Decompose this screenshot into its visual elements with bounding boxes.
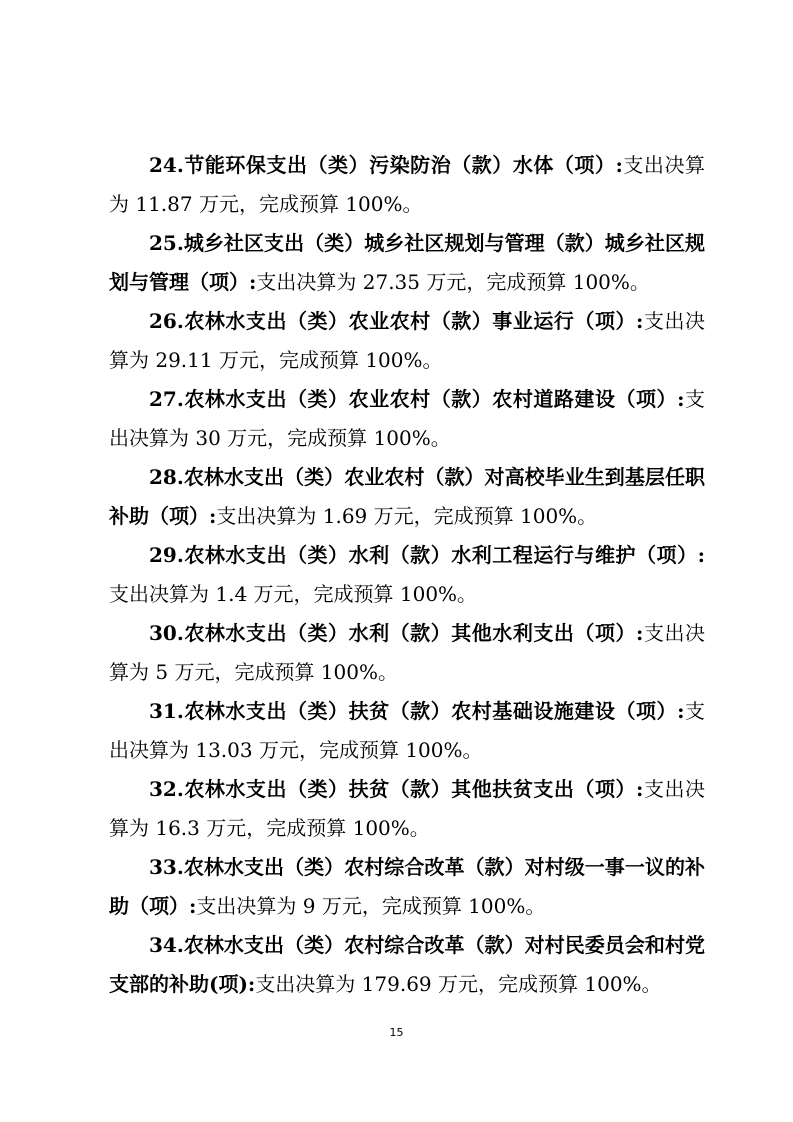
item-text: 支出决算为 16.3 万元，完成预算 100%。 [109, 777, 705, 840]
list-item [109, 146, 705, 224]
item-text: 支出决算为 27.35 万元，完成预算 100%。 [256, 270, 650, 294]
item-text: 支出决算为 179.69 万元，完成预算 100%。 [255, 972, 662, 996]
item-heading: 30.农林水支出（类）水利（款）其他水利支出（项）: [149, 621, 644, 645]
list-item [109, 536, 705, 614]
list-item [109, 926, 705, 1004]
item-heading: 24.节能环保支出（类）污染防治（款）水体（项）: [149, 153, 623, 177]
item-text: 支出决算为 13.03 万元，完成预算 100%。 [109, 699, 705, 762]
list-item [109, 380, 705, 458]
list-item [109, 302, 705, 380]
item-heading: 33.农林水支出（类）农村综合改革（款）对村级一事一议的补助（项）: [109, 855, 705, 918]
item-text: 支出决算为 9 万元，完成预算 100%。 [196, 894, 546, 918]
item-text: 支出决算为 1.4 万元，完成预算 100%。 [109, 582, 478, 606]
list-item [109, 770, 705, 848]
list-item [109, 458, 705, 536]
list-item [109, 692, 705, 770]
item-heading: 32.农林水支出（类）扶贫（款）其他扶贫支出（项）: [149, 777, 644, 801]
page-content [109, 146, 705, 1004]
item-heading: 25.城乡社区支出（类）城乡社区规划与管理（款）城乡社区规划与管理（项）: [109, 231, 705, 294]
item-heading: 27.农林水支出（类）农业农村（款）农村道路建设（项）: [149, 387, 685, 411]
item-text: 支出决算为 11.87 万元，完成预算 100%。 [109, 153, 705, 216]
item-heading: 31.农林水支出（类）扶贫（款）农村基础设施建设（项）: [149, 699, 685, 723]
item-heading: 28.农林水支出（类）农业农村（款）对高校毕业生到基层任职补助（项）: [109, 465, 705, 528]
item-text: 支出决算为 1.69 万元，完成预算 100%。 [216, 504, 598, 528]
item-heading: 34.农林水支出（类）农村综合改革（款）对村民委员会和村党支部的补助(项): [109, 933, 705, 996]
item-text: 支出决算为 5 万元，完成预算 100%。 [109, 621, 705, 684]
item-heading: 26.农林水支出（类）农业农村（款）事业运行（项）: [149, 309, 644, 333]
page-number: 15 [389, 1026, 404, 1039]
item-text: 支出决算为 30 万元，完成预算 100%。 [109, 387, 705, 450]
item-heading: 29.农林水支出（类）水利（款）水利工程运行与维护（项）: [149, 543, 705, 567]
list-item [109, 614, 705, 692]
list-item [109, 848, 705, 926]
list-item [109, 224, 705, 302]
item-text: 支出决算为 29.11 万元，完成预算 100%。 [109, 309, 705, 372]
